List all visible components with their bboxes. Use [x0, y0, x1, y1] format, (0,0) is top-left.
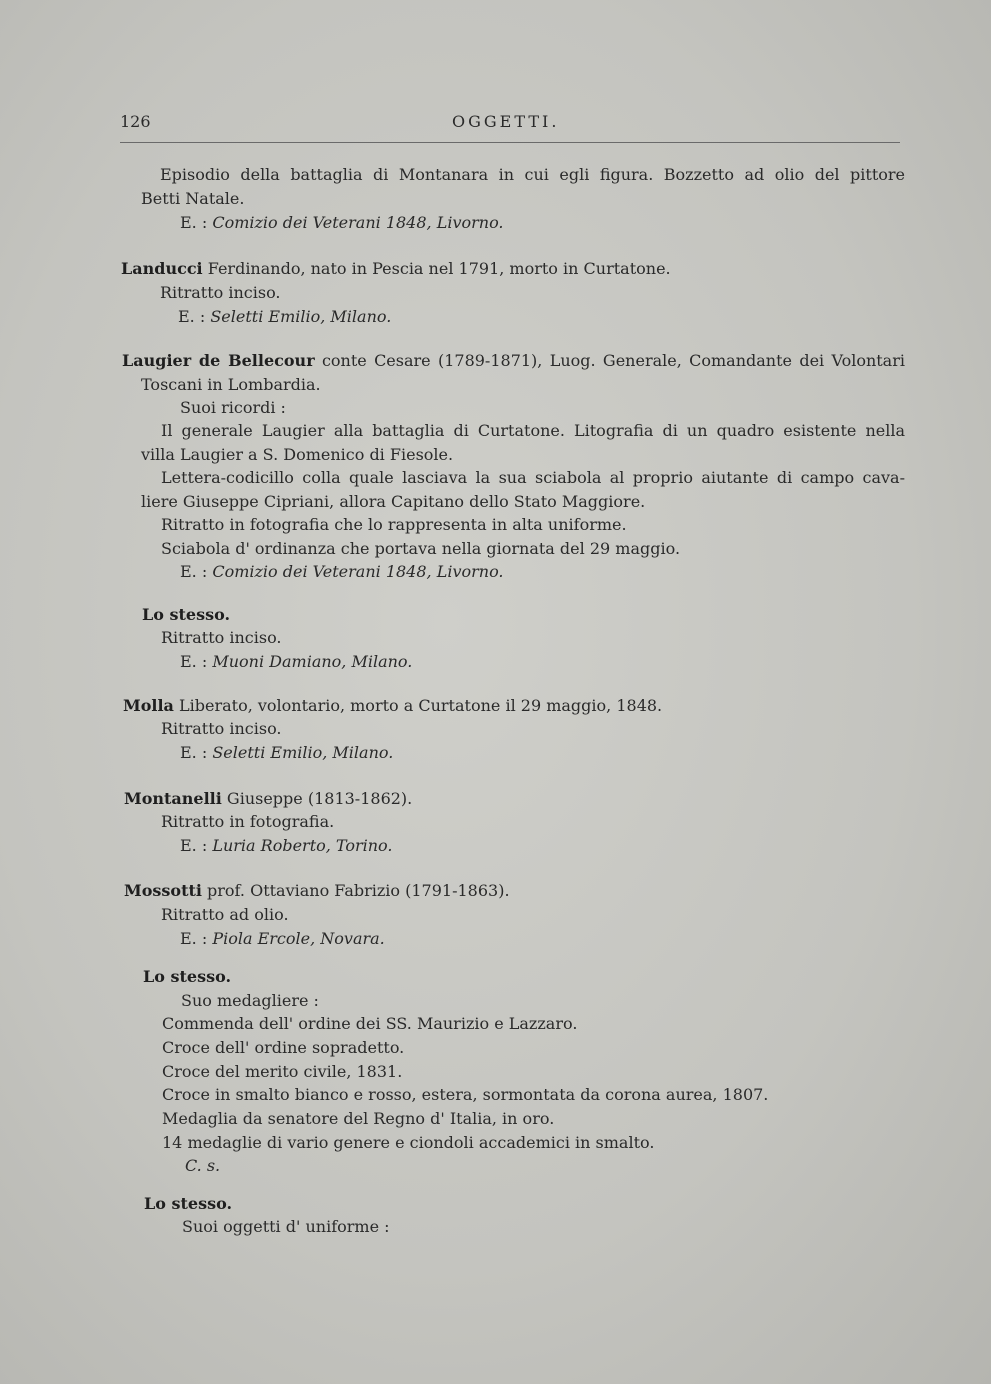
text-line — [180, 398, 286, 418]
text-line — [162, 1133, 654, 1153]
text-line — [141, 445, 453, 465]
text-line — [142, 605, 230, 625]
text-line — [122, 351, 905, 371]
line-text: Toscani in Lombardia. — [141, 375, 321, 394]
running-title: OGGETTI. — [452, 112, 560, 131]
text-line — [180, 929, 385, 949]
text-line — [162, 1109, 554, 1129]
text-line — [141, 189, 244, 209]
line-text: 14 medaglie di vario genere e ciondoli accademici in smalto. — [162, 1133, 655, 1152]
line-text: liere Giuseppe Cipriani, allora Capitano dello Stato Maggiore. — [141, 492, 646, 511]
exhibitor-name: Comizio dei Veterani 1848, Livorno. — [212, 213, 504, 232]
line-text: Ritratto in fotografia che lo rappresenta in alta uniforme. — [161, 515, 627, 534]
text-line — [182, 1217, 390, 1237]
page-number: 126 — [120, 112, 151, 131]
entry-name: Montanelli — [124, 789, 222, 808]
line-text: Ritratto inciso. — [161, 628, 282, 647]
entry-name: Landucci — [121, 259, 203, 278]
line-text: Ritratto ad olio. — [161, 905, 289, 924]
line-text: Croce in smalto bianco e rosso, estera, sormontata da corona aurea, 1807. — [162, 1085, 769, 1104]
line-text: E. : — [180, 743, 213, 762]
entry-name: Lo stesso. — [144, 1194, 233, 1213]
text-line — [161, 628, 282, 648]
text-line — [162, 1085, 768, 1105]
line-text: E. : — [180, 652, 213, 671]
text-line — [181, 991, 319, 1011]
text-line — [162, 1062, 402, 1082]
text-line — [161, 421, 905, 441]
header-rule — [120, 142, 900, 143]
page-header — [120, 112, 900, 142]
text-line — [160, 283, 281, 303]
line-text: E. : — [180, 836, 213, 855]
entry-name: Laugier de Bellecour — [122, 351, 315, 370]
text-line — [162, 1038, 404, 1058]
text-line — [162, 1014, 577, 1034]
text-line — [124, 881, 510, 901]
line-text: Lettera-codicillo colla quale lasciava la sua sciabola al proprio aiutante di campo cava- — [161, 468, 905, 487]
exhibitor-name: Comizio dei Veterani 1848, Livorno. — [212, 562, 504, 581]
text-line — [178, 307, 391, 327]
line-text: Suoi oggetti d' uniforme : — [182, 1217, 390, 1236]
text-line — [161, 468, 905, 488]
text-line — [123, 696, 662, 716]
line-text: Ferdinando, nato in Pescia nel 1791, morto in Curtatone. — [202, 259, 671, 278]
line-text: Suo medagliere : — [181, 991, 319, 1010]
line-text: conte Cesare (1789-1871), Luog. Generale, Comandante dei Volontari — [314, 351, 905, 370]
line-text: Giuseppe (1813-1862). — [221, 789, 413, 808]
text-line — [141, 375, 321, 395]
entry-name: Molla — [123, 696, 174, 715]
text-line — [180, 652, 412, 672]
text-line — [161, 719, 282, 739]
text-line — [144, 1194, 232, 1214]
line-text: E. : — [180, 929, 213, 948]
exhibitor-name: C. s. — [185, 1156, 221, 1175]
line-text: Sciabola d' ordinanza che portava nella giornata del 29 maggio. — [161, 539, 681, 558]
text-line — [124, 789, 412, 809]
line-text: Ritratto inciso. — [160, 283, 281, 302]
text-line — [161, 539, 680, 559]
text-line — [161, 515, 627, 535]
line-text: Commenda dell' ordine dei SS. Maurizio e Lazzaro. — [162, 1014, 578, 1033]
text-line — [180, 836, 393, 856]
line-text: prof. Ottaviano Fabrizio (1791-1863). — [201, 881, 510, 900]
line-text: Croce dell' ordine sopradetto. — [162, 1038, 405, 1057]
line-text: Ritratto in fotografia. — [161, 812, 335, 831]
text-line — [141, 492, 645, 512]
exhibitor-name: Luria Roberto, Torino. — [212, 836, 393, 855]
text-line — [180, 562, 504, 582]
line-text: villa Laugier a S. Domenico di Fiesole. — [141, 445, 454, 464]
entry-name: Lo stesso. — [142, 605, 231, 624]
line-text: Betti Natale. — [141, 189, 245, 208]
text-line — [185, 1156, 220, 1176]
line-text: Liberato, volontario, morto a Curtatone il 29 maggio, 1848. — [173, 696, 663, 715]
text-line — [143, 967, 231, 987]
line-text: Croce del merito civile, 1831. — [162, 1062, 403, 1081]
text-line — [180, 213, 504, 233]
text-line — [180, 743, 393, 763]
line-text: Medaglia da senatore del Regno d' Italia, in oro. — [162, 1109, 555, 1128]
text-line — [160, 165, 905, 185]
exhibitor-name: Seletti Emilio, Milano. — [210, 307, 392, 326]
line-text: E. : — [180, 562, 213, 581]
entry-name: Lo stesso. — [143, 967, 232, 986]
line-text: Ritratto inciso. — [161, 719, 282, 738]
exhibitor-name: Piola Ercole, Novara. — [212, 929, 385, 948]
exhibitor-name: Muoni Damiano, Milano. — [212, 652, 413, 671]
line-text: Il generale Laugier alla battaglia di Curtatone. Litografia di un quadro esistente nella — [161, 421, 905, 440]
line-text: E. : — [180, 213, 213, 232]
line-text: Suoi ricordi : — [180, 398, 286, 417]
line-text: E. : — [178, 307, 211, 326]
text-line — [161, 812, 334, 832]
text-line — [161, 905, 289, 925]
exhibitor-name: Seletti Emilio, Milano. — [212, 743, 394, 762]
entry-name: Mossotti — [124, 881, 202, 900]
text-line — [121, 259, 671, 279]
line-text: Episodio della battaglia di Montanara in cui egli figura. Bozzetto ad olio del pittore — [160, 165, 905, 184]
